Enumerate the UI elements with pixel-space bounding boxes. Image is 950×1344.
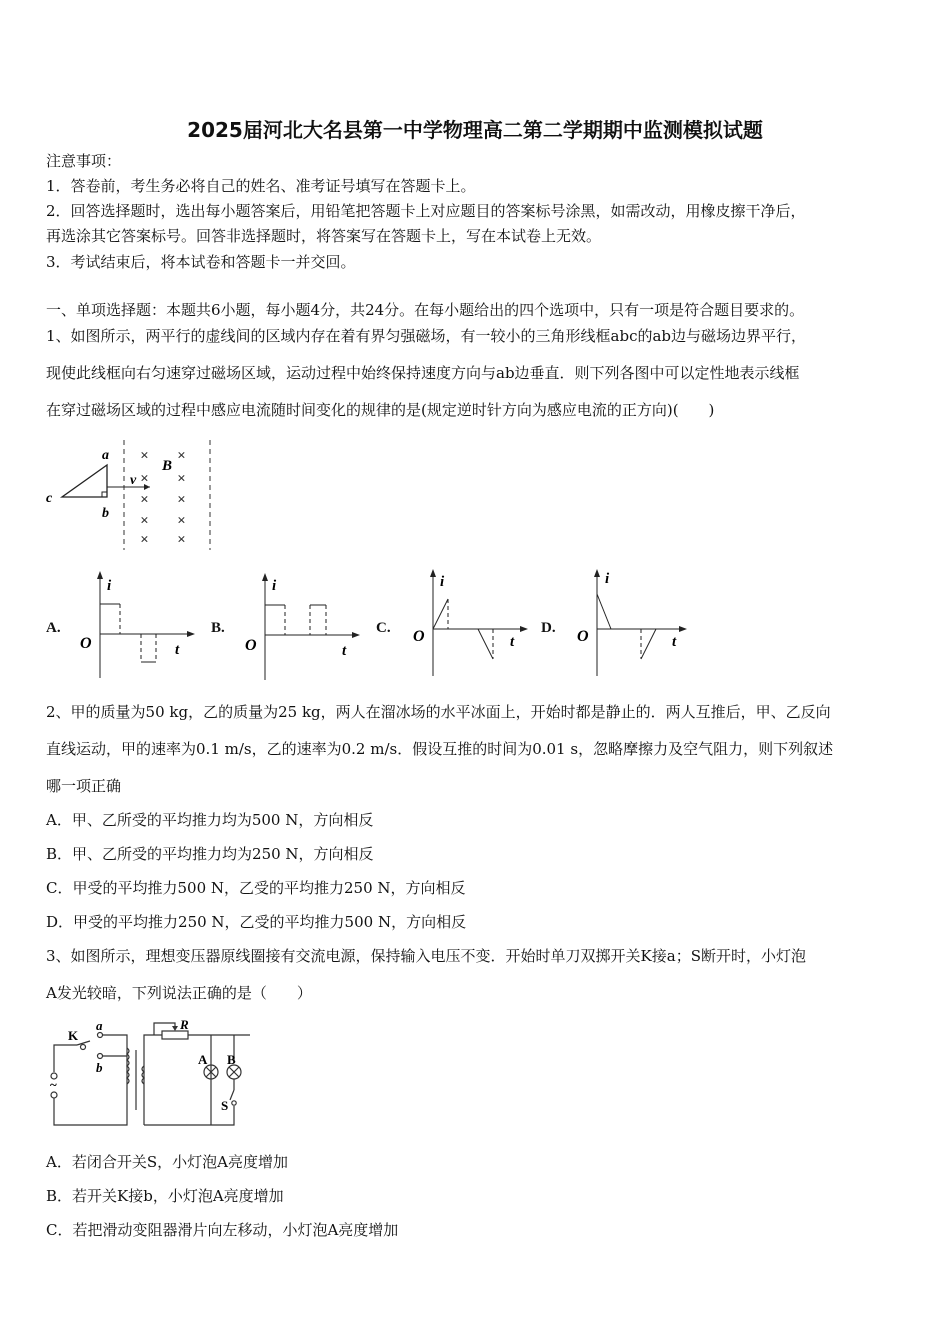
q2-option-c: C．甲受的平均推力500 N，乙受的平均推力250 N，方向相反 (46, 879, 466, 897)
section-heading: 一、单项选择题：本题共6小题，每小题4分，共24分。在每小题给出的四个选项中，只有一项是符合题目要求的。 (46, 301, 805, 319)
label-v: v (130, 473, 137, 488)
q1-text: 在穿过磁场区域的过程中感应电流随时间变化的规律的是(规定逆时针方向为感应电流的正方向)( ) (46, 401, 715, 419)
svg-text:t: t (342, 643, 347, 659)
svg-text:O: O (577, 628, 589, 645)
notice-heading: 注意事项： (46, 152, 122, 170)
q1-option-c-label: C. (376, 620, 391, 636)
svg-text:i: i (440, 574, 445, 590)
q3-option-b: B．若开关K接b，小灯泡A亮度增加 (46, 1187, 284, 1205)
q2-text: 2、甲的质量为50 kg，乙的质量为25 kg，两人在溜冰场的水平冰面上，开始时都是静止的．两人互推后，甲、乙反向 (46, 703, 831, 721)
q1-option-a-label: A. (46, 620, 61, 636)
svg-text:i: i (107, 578, 112, 594)
svg-text:×: × (140, 513, 149, 529)
q1-option-b-label: B. (211, 620, 225, 636)
label-b: b (102, 506, 109, 521)
q3-option-c: C．若把滑动变阻器滑片向左移动，小灯泡A亮度增加 (46, 1221, 399, 1239)
notice-item: 3．考试结束后，将本试卷和答题卡一并交回。 (46, 253, 356, 271)
svg-text:t: t (175, 642, 180, 658)
svg-text:b: b (96, 1060, 103, 1075)
svg-text:×: × (140, 448, 149, 464)
svg-text:O: O (413, 628, 425, 645)
svg-text:R: R (180, 1020, 189, 1032)
q1-magnetic-field-figure (40, 435, 220, 555)
q3-transformer-circuit-figure (40, 1020, 250, 1132)
svg-text:S: S (221, 1098, 229, 1113)
svg-text:K: K (68, 1028, 79, 1043)
q1-text: 现使此线框向右匀速穿过磁场区域，运动过程中始终保持速度方向与ab边垂直．则下列各图中可以定性地表示线框 (46, 364, 800, 382)
notice-item: 2．回答选择题时，选出每小题答案后，用铅笔把答题卡上对应题目的答案标号涂黑，如需改动，用橡皮擦干净后， (46, 202, 806, 220)
svg-text:A: A (198, 1052, 208, 1067)
svg-text:~: ~ (50, 1077, 57, 1092)
svg-text:×: × (177, 492, 186, 508)
q1-graph-d (572, 566, 697, 678)
q2-text: 直线运动，甲的速率为0.1 m/s，乙的速率为0.2 m/s．假设互推的时间为0.01 s，忽略摩擦力及空气阻力，则下列叙述 (46, 740, 834, 758)
q1-option-d-label: D. (541, 620, 556, 636)
q2-option-a: A．甲、乙所受的平均推力均为500 N，方向相反 (46, 811, 374, 829)
q2-text: 哪一项正确 (46, 777, 122, 795)
svg-text:B: B (227, 1052, 236, 1067)
svg-text:t: t (672, 634, 677, 650)
label-c: c (46, 491, 53, 506)
svg-text:×: × (177, 532, 186, 548)
svg-text:×: × (177, 471, 186, 487)
svg-text:O: O (245, 637, 257, 654)
svg-text:i: i (272, 578, 277, 594)
svg-text:×: × (140, 471, 149, 487)
q3-text: 3、如图所示，理想变压器原线圈接有交流电源，保持输入电压不变．开始时单刀双掷开关K接a；S断开时，小灯泡 (46, 947, 806, 965)
svg-text:i: i (605, 571, 610, 587)
svg-text:×: × (140, 532, 149, 548)
q1-graph-a (75, 568, 200, 680)
notice-item: 1．答卷前，考生务必将自己的姓名、准考证号填写在答题卡上。 (46, 177, 476, 195)
q3-text: A发光较暗，下列说法正确的是（ ） (46, 984, 312, 1002)
svg-text:O: O (80, 635, 92, 652)
q1-text: 1、如图所示，两平行的虚线间的区域内存在着有界匀强磁场，有一较小的三角形线框abc的ab边与磁场边界平行， (46, 327, 807, 345)
q1-graph-c (408, 566, 533, 678)
q1-graph-b (240, 570, 365, 682)
svg-text:×: × (140, 492, 149, 508)
page-title: 2025届河北大名县第一中学物理高二第二学期期中监测模拟试题 (187, 118, 763, 142)
svg-text:a: a (96, 1020, 103, 1033)
q2-option-d: D．甲受的平均推力250 N，乙受的平均推力500 N，方向相反 (46, 913, 467, 931)
svg-text:t: t (510, 634, 515, 650)
q3-option-a: A．若闭合开关S，小灯泡A亮度增加 (46, 1153, 288, 1171)
svg-text:×: × (177, 513, 186, 529)
label-B: B (162, 458, 173, 474)
svg-text:×: × (177, 448, 186, 464)
label-a: a (102, 448, 109, 463)
q2-option-b: B．甲、乙所受的平均推力均为250 N，方向相反 (46, 845, 374, 863)
notice-item: 再选涂其它答案标号。回答非选择题时，将答案写在答题卡上，写在本试卷上无效。 (46, 227, 602, 245)
